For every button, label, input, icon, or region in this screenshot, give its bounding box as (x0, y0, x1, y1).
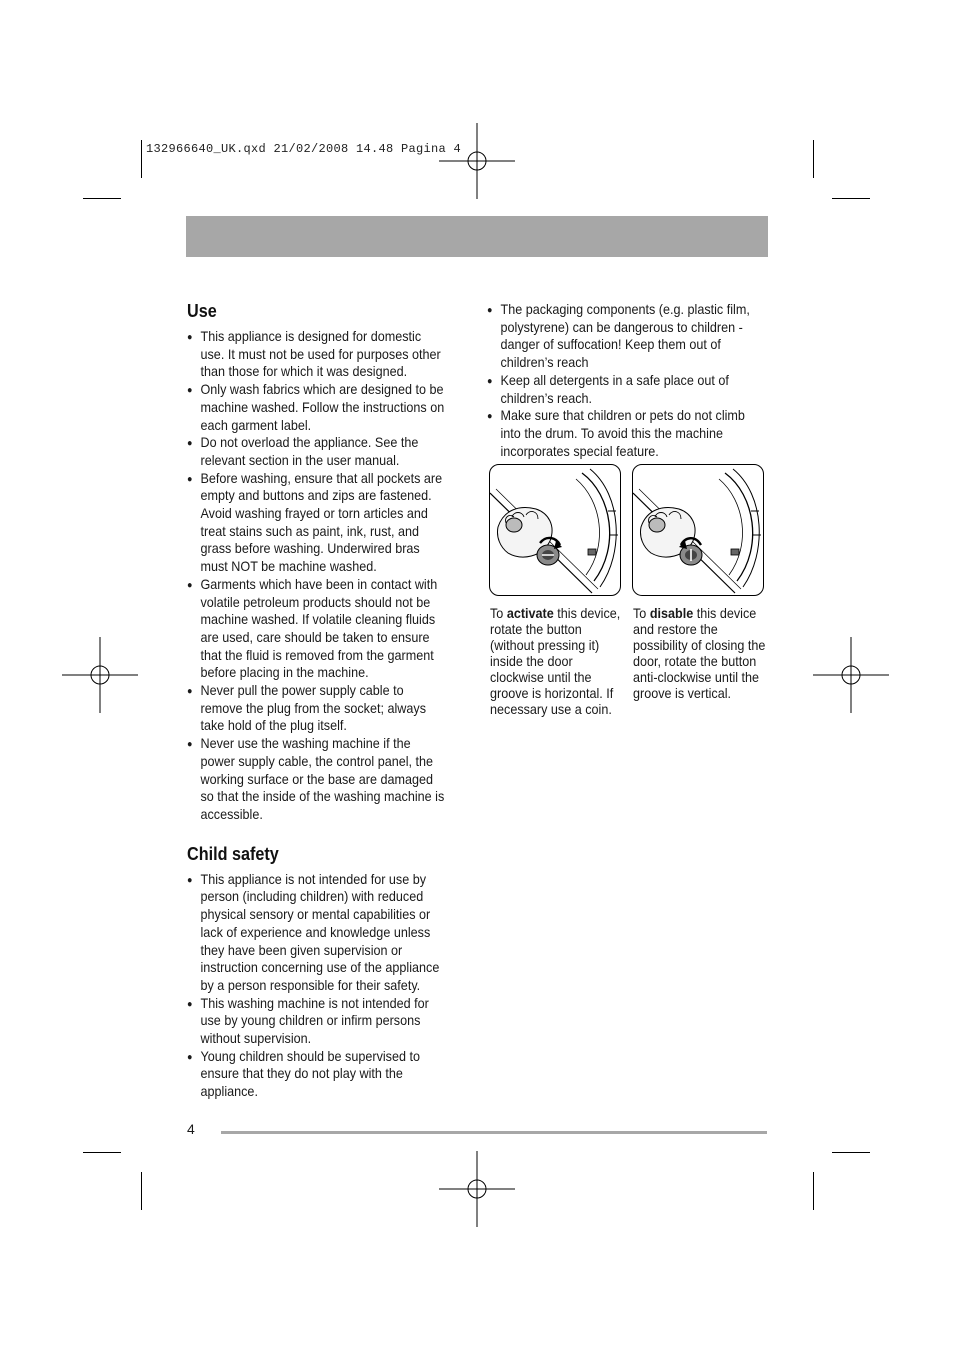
door-knob-icon (633, 465, 763, 595)
list-item: ● Never use the washing machine if the power supply cable, the control panel, the working surface or the base are damaged so that the inside of the washing machine is accessible. (187, 735, 448, 824)
activate-illustration (489, 464, 621, 596)
door-knob-icon (490, 465, 620, 595)
list-item: ● This appliance is designed for domestic use. It must not be used for purposes other than those for which it was designed. (187, 328, 448, 381)
section-header-bar (186, 216, 768, 257)
disable-caption (633, 605, 768, 701)
caption-bold: activate (506, 605, 554, 621)
list-item: ● This washing machine is not intended for use by young children or infirm persons without supervision. (187, 995, 448, 1048)
crop-mark (141, 1172, 142, 1210)
page-number: 4 (187, 1121, 195, 1137)
right-column (487, 301, 757, 460)
crop-mark (813, 140, 814, 178)
crop-mark (141, 140, 142, 178)
crop-mark (813, 1172, 814, 1210)
registration-mark-bottom (439, 1151, 515, 1227)
use-list (187, 328, 448, 824)
list-item: ● Never pull the power supply cable to remove the plug from the socket; always take hold of the plug itself. (187, 682, 448, 735)
left-column (187, 300, 448, 1101)
registration-mark-top (439, 123, 515, 199)
disable-illustration (632, 464, 764, 596)
list-item: ● The packaging components (e.g. plastic film, polystyrene) can be dangerous to children - danger of suffocation! Keep them out of children’s reach (487, 301, 757, 372)
caption-text: this device, rotate the button (without pressing it) inside the door clockwise until the groove is horizontal. If necessary use a coin. (490, 605, 621, 717)
packaging-list (487, 301, 757, 460)
list-item: ● Garments which have been in contact with volatile petroleum products should not be machine washed. If volatile cleaning fluids are used, care should be taken to ensure that the fluid is removed from the garment before placing in the machine. (187, 576, 448, 682)
list-item: ● Only wash fabrics which are designed to be machine washed. Follow the instructions on each garment label. (187, 381, 448, 434)
crop-mark (83, 198, 121, 199)
caption-text: this device and restore the possibility of closing the door, rotate the button anti-clockwise until the groove is vertical. (633, 605, 766, 701)
crop-mark (832, 1152, 870, 1153)
child-safety-list (187, 871, 448, 1101)
list-item: ● Keep all detergents in a safe place out of children’s reach. (487, 372, 757, 407)
use-heading: Use (187, 301, 217, 321)
child-safety-heading: Child safety (187, 843, 279, 864)
list-item: ● Young children should be supervised to ensure that they do not play with the appliance. (187, 1048, 448, 1101)
print-slug: 132966640_UK.qxd 21/02/2008 14.48 Pagina 4 (146, 142, 462, 156)
caption-text: To (633, 605, 650, 621)
registration-mark-left (62, 637, 138, 713)
registration-mark-right (813, 637, 889, 713)
list-item: ● Make sure that children or pets do not climb into the drum. To avoid this the machine incorporates special feature. (487, 407, 757, 460)
list-item: ● This appliance is not intended for use by person (including children) with reduced physical sensory or mental capabilities or lack of experience and knowledge unless they have been given supervision or instruction concerning use of the appliance by a person responsible for their safety. (187, 871, 448, 995)
list-item: ● Before washing, ensure that all pockets are empty and buttons and zips are fastened. Avoid washing frayed or torn articles and treat stains such as paint, ink, rust, and grass before washing. Underwired bras must NOT be machine washed. (187, 470, 448, 576)
crop-mark (832, 198, 870, 199)
footer-rule (221, 1131, 767, 1134)
activate-caption (490, 605, 625, 717)
crop-mark (83, 1152, 121, 1153)
caption-text: To (490, 605, 507, 621)
list-item: ● Do not overload the appliance. See the relevant section in the user manual. (187, 434, 448, 469)
caption-bold: disable (649, 605, 694, 621)
